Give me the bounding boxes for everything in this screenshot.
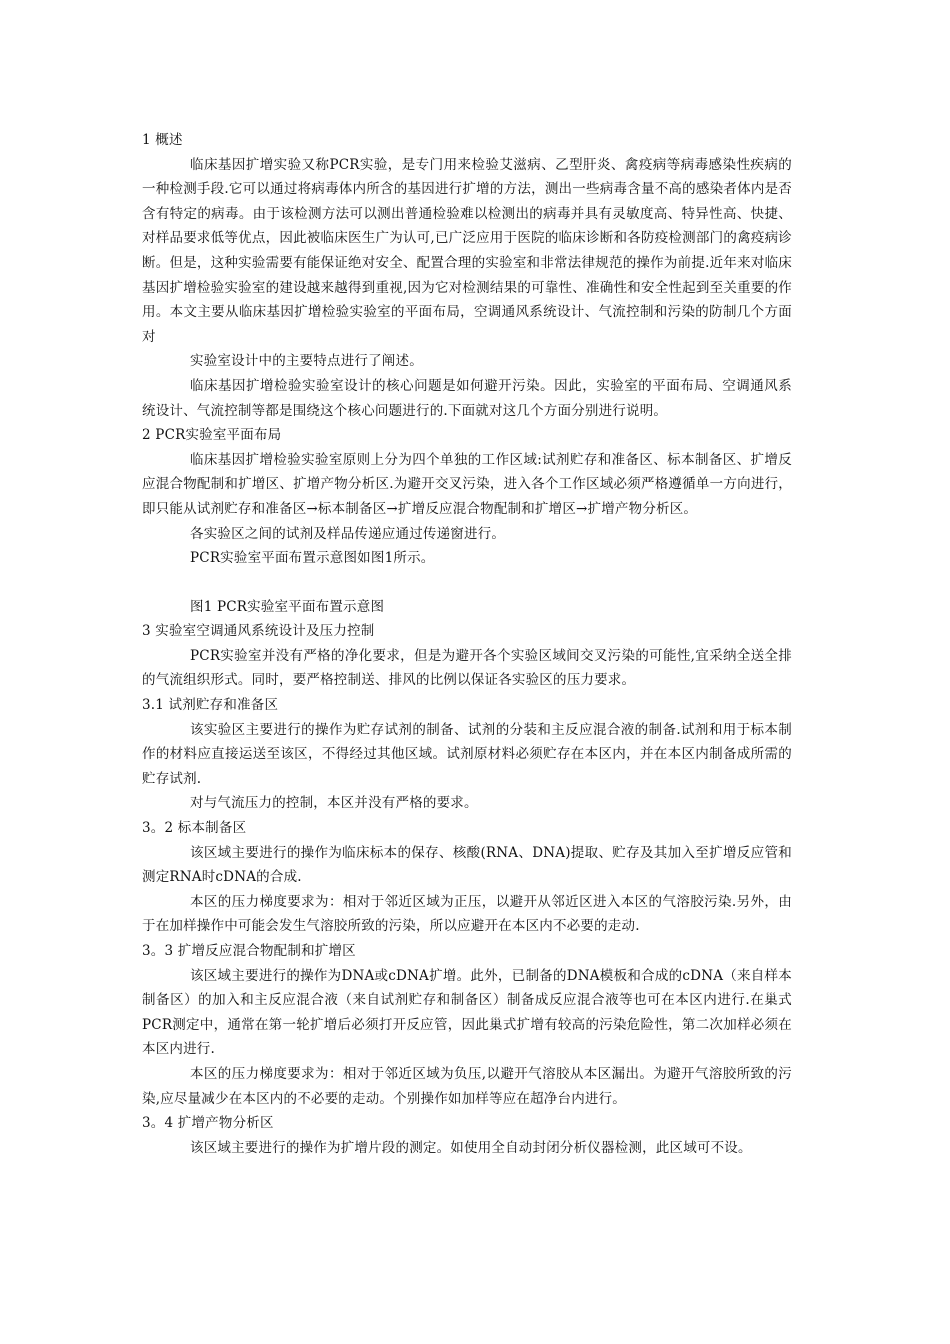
paragraph: PCR实验室并没有严格的净化要求，但是为避开各个实验区域间交叉污染的可能性,宜采纳全送全排的气流组织形式。同时，要严格控制送、排风的比例以保证各实验区的压力要求。 xyxy=(142,647,792,689)
subsection-heading-reagent-area: 3.1 试剂贮存和准备区 xyxy=(142,697,279,714)
subsection-heading-amplification-area: 3。3 扩增反应混合物配制和扩增区 xyxy=(142,943,356,959)
paragraph: 本区的压力梯度要求为：相对于邻近区域为负压,以避开气溶胶从本区漏出。为避开气溶胶所致的污染,应尽量减少在本区内的不必要的走动。个别操作如加样等应在超净台内进行。 xyxy=(142,1065,792,1107)
section-heading-ventilation: 3 实验室空调通风系统设计及压力控制 xyxy=(142,623,375,640)
subsection-heading-sample-area: 3。2 标本制备区 xyxy=(142,820,247,837)
paragraph: 临床基因扩增实验又称PCR实验，是专门用来检验艾滋病、乙型肝炎、禽疫病等病毒感染性疾病的一种检测手段.它可以通过将病毒体内所含的基因进行扩增的方法，测出一些病毒含量不高的感染者体内是否含有特定的病毒。由于该检测方法可以测出普通检验难以检测出的病毒并具有灵敏度高、特异性高、快捷、对样品要求低等优点，因此被临床医生广为认可,已广泛应用于医院的临床诊断和各防疫检测部门的禽疫病诊断。但是，这种实验需要有能保证绝对安全、配置合理的实验室和非常法律规范的操作为前提.近年来对临床基因扩增检验实验室的建设越来越得到重视,因为它对检测结果的可靠性、准确性和安全性起到至关重要的作用。本文主要从临床基因扩增检验实验室的平面布局，空调通风系统设计、气流控制和污染的防制几个方面对 xyxy=(142,156,792,345)
paragraph: 各实验区之间的试剂及样品传递应通过传递窗进行。 xyxy=(190,525,506,542)
section-heading-overview: 1 概述 xyxy=(142,132,183,148)
document-page xyxy=(142,128,792,1160)
paragraph: 该区域主要进行的操作为临床标本的保存、核酸(RNA、DNA)提取、贮存及其加入至扩增反应管和测定RNA时cDNA的合成. xyxy=(142,844,792,886)
section-heading-layout: 2 PCR实验室平面布局 xyxy=(142,427,282,444)
figure-caption: 图1 PCR实验室平面布置示意图 xyxy=(190,598,385,615)
paragraph: 该区域主要进行的操作为扩增片段的测定。如使用全自动封闭分析仪器检测，此区域可不设。 xyxy=(190,1139,752,1156)
figure-placeholder xyxy=(142,571,792,595)
paragraph: 临床基因扩增检验实验室设计的核心问题是如何避开污染。因此，实验室的平面布局、空调通风系统设计、气流控制等都是围绕这个核心问题进行的.下面就对这几个方面分别进行说明。 xyxy=(142,377,792,419)
paragraph: 该区域主要进行的操作为DNA或cDNA扩增。此外，已制备的DNA模板和合成的cDNA（来自样本制备区）的加入和主反应混合液（来自试剂贮存和制备区）制备成反应混合液等也可在本区内进行.在巢式PCR测定中，通常在第一轮扩增后必须打开反应管，因此巢式扩增有较高的污染危险性，第二次加样必须在本区内进行. xyxy=(142,967,792,1058)
subsection-heading-analysis-area: 3。4 扩增产物分析区 xyxy=(142,1115,274,1132)
paragraph: PCR实验室平面布置示意图如图1所示。 xyxy=(190,550,435,567)
paragraph: 本区的压力梯度要求为：相对于邻近区域为正压，以避开从邻近区进入本区的气溶胶污染.另外，由于在加样操作中可能会发生气溶胶所致的污染，所以应避开在本区内不必要的走动. xyxy=(142,893,792,935)
paragraph: 临床基因扩增检验实验室原则上分为四个单独的工作区域:试剂贮存和准备区、标本制备区、扩增反应混合物配制和扩增区、扩增产物分析区.为避开交叉污染，进入各个工作区域必须严格遵循单一方向进行，即只能从试剂贮存和准备区→标本制备区→扩增反应混合物配制和扩增区→扩增产物分析区。 xyxy=(142,451,792,517)
paragraph: 该实验区主要进行的操作为贮存试剂的制备、试剂的分装和主反应混合液的制备.试剂和用于标本制作的材料应直接运送至该区，不得经过其他区域。试剂原材料必须贮存在本区内，并在本区内制备成所需的贮存试剂. xyxy=(142,721,792,787)
paragraph: 实验室设计中的主要特点进行了阐述。 xyxy=(190,353,423,370)
paragraph: 对与气流压力的控制，本区并没有严格的要求。 xyxy=(190,795,478,812)
